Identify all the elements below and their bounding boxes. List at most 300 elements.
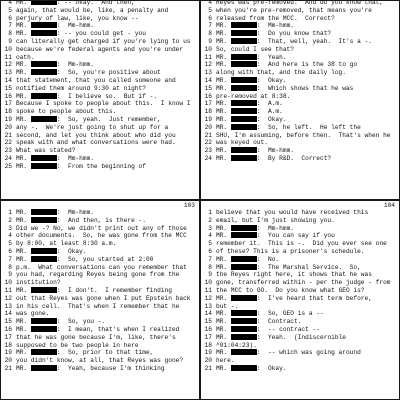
- transcript-line: [1, 225, 199, 233]
- speech-text: because we're federal agents and you're under: [16, 45, 184, 53]
- redaction-bar: [31, 248, 57, 254]
- transcript-line: [201, 85, 399, 93]
- line-text: [216, 318, 398, 326]
- transcript-line: [1, 22, 199, 30]
- speaker-prefix: MR.: [216, 37, 228, 45]
- redaction-bar: [231, 77, 257, 83]
- line-text: [16, 334, 198, 342]
- line-number: 5: [8, 6, 12, 14]
- line-text: [216, 256, 398, 264]
- transcript-line: [201, 334, 399, 342]
- speech-text: : By R&D. Correct?: [256, 154, 332, 162]
- speaker-prefix: MR.: [216, 76, 228, 84]
- redaction-bar: [231, 310, 257, 316]
- speech-text: What was stated?: [16, 147, 76, 155]
- redaction-bar: [31, 326, 57, 332]
- line-number: 3: [8, 224, 12, 232]
- transcript-line: [1, 295, 199, 303]
- line-number: 7: [208, 255, 212, 263]
- line-number: 4: [208, 232, 212, 240]
- line-number: 16: [204, 325, 212, 333]
- line-text: [16, 38, 198, 46]
- line-text: [216, 295, 398, 303]
- line-text: [216, 100, 398, 108]
- line-text: [216, 0, 398, 7]
- speech-text: the Reyes right here, it shows that he was: [216, 271, 372, 279]
- transcript-line: [201, 232, 399, 240]
- redaction-bar: [31, 163, 57, 169]
- speech-text: : Mm-hmm.: [56, 154, 94, 162]
- transcript-line: [201, 155, 399, 163]
- speech-text: you had, regarding Reyes being gone from the: [16, 271, 180, 279]
- line-number: 5: [8, 240, 12, 248]
- transcript-line: [1, 69, 199, 77]
- speech-text: So, could I see that?: [216, 45, 294, 53]
- transcript-line: [201, 256, 399, 264]
- speech-text: pre-removed at 8:38.: [216, 92, 291, 100]
- speech-text: : I don't. I remember finding: [56, 286, 172, 294]
- line-text: [16, 132, 198, 140]
- transcript-line: [1, 349, 199, 357]
- line-number: 20: [204, 357, 212, 365]
- line-number: 11: [4, 286, 12, 294]
- redaction-bar: [31, 69, 57, 75]
- transcript-line: [1, 310, 199, 318]
- speech-text: : -- which was going around: [256, 349, 361, 357]
- line-text: [216, 365, 398, 373]
- speaker-prefix: MR.: [16, 61, 28, 69]
- line-number: 18: [4, 108, 12, 116]
- line-text: [216, 30, 398, 38]
- speech-text: oath.: [16, 53, 35, 61]
- transcript-line: [201, 318, 399, 326]
- line-text: [216, 147, 398, 155]
- speaker-prefix: MR.: [16, 209, 28, 216]
- speaker-prefix: MR.: [16, 154, 28, 162]
- line-number: 2: [8, 216, 12, 224]
- speech-text: can literally get charged if you're lying to us: [16, 37, 191, 45]
- transcript-line: [1, 256, 199, 264]
- redaction-bar: [231, 61, 257, 67]
- transcript-page-104: [200, 200, 400, 400]
- redaction-bar: [231, 326, 257, 332]
- speech-text: : Yeah, because I'm thinking: [56, 364, 165, 372]
- speech-text: : From the beginning of: [56, 162, 146, 170]
- speech-text: you didn't know, at all, that Reyes was gone?: [16, 357, 184, 365]
- speaker-prefix: MR.: [16, 286, 28, 294]
- line-text: [216, 326, 398, 334]
- line-text: [216, 342, 398, 350]
- speech-text: : I've heard that term before,: [256, 294, 372, 302]
- transcript-line: [201, 295, 399, 303]
- line-number: 14: [204, 310, 212, 318]
- speech-text: : So, GEO is a --: [256, 310, 324, 318]
- transcript-line: [201, 116, 399, 124]
- speaker-prefix: MR.: [216, 232, 228, 240]
- transcript-line: [1, 0, 199, 7]
- transcript-line: [201, 342, 399, 350]
- redaction-bar: [31, 287, 57, 293]
- transcript-line: [1, 15, 199, 23]
- speech-text: but -.: [216, 302, 239, 310]
- line-number: 5: [208, 6, 212, 14]
- line-number: 15: [204, 318, 212, 326]
- redaction-bar: [31, 22, 57, 28]
- transcript-line: [201, 15, 399, 23]
- transcript-line: [201, 22, 399, 30]
- speech-text: any -. We're just going to shut up for a: [16, 123, 169, 131]
- line-number: 23: [4, 147, 12, 155]
- line-number: 5: [208, 240, 212, 248]
- line-number: 17: [204, 333, 212, 341]
- line-text: [16, 240, 198, 248]
- line-number: 21: [204, 131, 212, 139]
- transcript-line: [201, 69, 399, 77]
- transcript-line: [201, 225, 399, 233]
- line-text: [216, 225, 398, 233]
- line-number: 2: [208, 216, 212, 224]
- speech-text: email, but I'm just showing you.: [216, 216, 335, 224]
- line-number: 9: [8, 37, 12, 45]
- line-text: [216, 155, 398, 163]
- speaker-prefix: MR.: [216, 224, 228, 232]
- page-number: 103: [183, 202, 195, 209]
- line-text: [216, 310, 398, 318]
- speech-text: : That, well, yeah. It's a -.: [256, 37, 372, 45]
- line-number: 15: [4, 84, 12, 92]
- line-text: [16, 108, 198, 116]
- speech-text: believe that you would have received this: [216, 209, 369, 216]
- redaction-bar: [231, 318, 257, 324]
- speech-text: : So, you're positive about: [56, 69, 161, 77]
- speech-text: : A.m.: [256, 108, 283, 116]
- speech-text: : Contract.: [256, 318, 302, 326]
- line-text: [216, 69, 398, 77]
- line-text: [16, 318, 198, 326]
- speech-text: : Okay.: [256, 364, 287, 372]
- line-number: 25: [4, 162, 12, 170]
- transcript-line: [201, 240, 399, 248]
- transcript-line: [1, 271, 199, 279]
- transcript-line: [201, 124, 399, 132]
- speech-text: in his cell. That's when I remember that he: [16, 302, 180, 310]
- line-number: 18: [204, 108, 212, 116]
- line-text: [16, 326, 198, 334]
- transcript-line: [201, 46, 399, 54]
- line-text: [216, 38, 398, 46]
- transcript-lines: [1, 0, 199, 171]
- speech-text: out that Reyes was gone when I put Epstein back: [16, 294, 191, 302]
- line-text: [16, 77, 198, 85]
- speech-text: the MCC to GO. Do you know what GEO is?: [216, 286, 365, 294]
- line-number: 19: [204, 349, 212, 357]
- line-text: [216, 46, 398, 54]
- line-number: 24: [4, 154, 12, 162]
- speech-text: : Mm-hmm.: [256, 224, 294, 232]
- speech-text: p.m. What conversations can you remember that: [16, 263, 187, 271]
- line-number: 1: [8, 209, 12, 216]
- speaker-prefix: MR.: [216, 349, 228, 357]
- line-text: [216, 303, 398, 311]
- speech-text: here.: [216, 357, 235, 365]
- line-text: [216, 357, 398, 365]
- line-text: [216, 93, 398, 101]
- line-text: [16, 256, 198, 264]
- line-text: [16, 93, 198, 101]
- transcript-line: [1, 365, 199, 373]
- speech-text: that statement, that you called someone and: [16, 76, 176, 84]
- speaker-prefix: MR.: [216, 123, 228, 131]
- transcript-line: [201, 0, 399, 7]
- transcript-line: [1, 46, 199, 54]
- line-text: [16, 303, 198, 311]
- transcript-line: [1, 217, 199, 225]
- line-number: 6: [8, 14, 12, 22]
- transcript-line: [1, 132, 199, 140]
- speaker-prefix: MR.: [216, 255, 228, 263]
- transcript-line: [201, 287, 399, 295]
- speaker-prefix: MR.: [16, 247, 28, 255]
- line-text: [16, 295, 198, 303]
- line-text: [16, 342, 198, 350]
- speech-text: : Mm-hmm.: [56, 209, 94, 216]
- line-number: 13: [4, 69, 12, 77]
- redaction-bar: [31, 349, 57, 355]
- line-text: [216, 279, 398, 287]
- line-number: 13: [4, 302, 12, 310]
- line-number: 18: [204, 341, 212, 349]
- transcript-line: [201, 139, 399, 147]
- line-text: [216, 85, 398, 93]
- redaction-bar: [231, 295, 257, 301]
- redaction-bar: [231, 232, 257, 238]
- speaker-prefix: MR.: [216, 115, 228, 123]
- line-number: 16: [4, 325, 12, 333]
- speaker-prefix: MR.: [16, 364, 28, 372]
- line-text: [16, 69, 198, 77]
- line-number: 19: [4, 349, 12, 357]
- line-number: 8: [208, 30, 212, 38]
- speaker-prefix: MR.: [216, 84, 228, 92]
- line-number: 9: [8, 271, 12, 279]
- speech-text: along with that, and the daily log.: [216, 69, 346, 77]
- line-text: [16, 61, 198, 69]
- transcript-line: [201, 100, 399, 108]
- line-number: 20: [4, 123, 12, 131]
- speaker-prefix: MR.: [216, 154, 228, 162]
- line-number: 17: [204, 100, 212, 108]
- transcript-line: [1, 318, 199, 326]
- line-number: 14: [4, 76, 12, 84]
- line-text: [16, 209, 198, 217]
- transcript-line: [201, 349, 399, 357]
- speech-text: speak with and what conversations were had.: [16, 139, 176, 147]
- speaker-prefix: MR.: [16, 255, 28, 263]
- line-text: [16, 163, 198, 171]
- transcript-line: [201, 132, 399, 140]
- speech-text: institution?: [16, 279, 61, 287]
- transcript-line: [1, 163, 199, 171]
- line-text: [16, 365, 198, 373]
- line-number: 3: [208, 224, 212, 232]
- transcript-line: [201, 93, 399, 101]
- transcript-line: [201, 365, 399, 373]
- line-text: [216, 248, 398, 256]
- redaction-bar: [31, 217, 57, 223]
- transcript-line: [1, 77, 199, 85]
- line-number: 6: [208, 247, 212, 255]
- speech-text: : Mm-hmm.: [256, 147, 294, 155]
- line-number: 18: [4, 341, 12, 349]
- speech-text: : Okay.: [256, 76, 287, 84]
- speech-text: gone, transferred within - per the judge - from: [216, 279, 391, 287]
- line-text: [216, 61, 398, 69]
- redaction-bar: [231, 256, 257, 262]
- line-number: 4: [8, 0, 12, 6]
- line-text: [216, 108, 398, 116]
- line-number: 17: [4, 333, 12, 341]
- line-number: 13: [204, 302, 212, 310]
- speech-text: that he was gone because I'm, like, there's: [16, 333, 176, 341]
- speaker-prefix: MR.: [16, 349, 28, 357]
- transcript-line: [201, 326, 399, 334]
- line-number: 14: [4, 310, 12, 318]
- transcript-line: [1, 108, 199, 116]
- redaction-bar: [31, 318, 57, 324]
- line-text: [216, 209, 398, 217]
- redaction-bar: [31, 30, 57, 36]
- line-number: 20: [4, 357, 12, 365]
- speaker-prefix: MR.: [216, 310, 228, 318]
- speaker-prefix: MR.: [16, 318, 28, 326]
- line-text: [216, 22, 398, 30]
- transcript-line: [1, 232, 199, 240]
- transcript-line: [1, 116, 199, 124]
- speaker-prefix: MR.: [16, 22, 28, 30]
- redaction-bar: [31, 365, 57, 371]
- line-text: [16, 225, 198, 233]
- line-text: [16, 7, 198, 15]
- transcript-line: [1, 240, 199, 248]
- redaction-bar: [231, 225, 257, 231]
- line-text: [16, 232, 198, 240]
- redaction-bar: [231, 349, 257, 355]
- speech-text: : And here is the 38 to go: [256, 61, 358, 69]
- line-text: [16, 85, 198, 93]
- speech-text: : Mm-hmm.: [256, 22, 294, 30]
- speaker-prefix: MR.: [216, 61, 228, 69]
- speech-text: : And then, is there -.: [56, 216, 146, 224]
- speech-text: ^01:04:23).: [216, 341, 257, 349]
- line-number: 7: [8, 255, 12, 263]
- line-number: 21: [4, 131, 12, 139]
- transcript-lines: [201, 0, 399, 163]
- speech-text: : You can say if you: [256, 232, 335, 240]
- redaction-bar: [231, 147, 257, 153]
- speaker-prefix: MR.: [16, 69, 28, 77]
- transcript-lines: [201, 209, 399, 373]
- speech-text: : So, yeah. Just remember,: [56, 115, 161, 123]
- line-number: 19: [4, 115, 12, 123]
- speech-text: : -- you could get - you: [56, 30, 146, 38]
- transcript-line: [1, 139, 199, 147]
- speech-text: : So, you -.: [56, 318, 106, 326]
- line-number: 6: [8, 247, 12, 255]
- line-text: [216, 124, 398, 132]
- line-number: 12: [4, 294, 12, 302]
- line-number: 11: [4, 53, 12, 61]
- speech-text: notified them around 9:30 at night?: [16, 84, 146, 92]
- redaction-bar: [31, 155, 57, 161]
- line-number: 10: [4, 279, 12, 287]
- transcript-line: [1, 54, 199, 62]
- speech-text: supposed to be two people in here: [16, 341, 139, 349]
- transcript-line: [1, 100, 199, 108]
- speaker-prefix: MR.: [216, 364, 228, 372]
- transcript-line: [1, 30, 199, 38]
- line-text: [16, 54, 198, 62]
- line-text: [216, 334, 398, 342]
- speaker-prefix: MR.: [216, 294, 228, 302]
- line-text: [16, 15, 198, 23]
- speaker-prefix: MR.: [216, 263, 228, 271]
- transcript-line: [1, 279, 199, 287]
- line-number: 11: [204, 286, 212, 294]
- line-text: [16, 248, 198, 256]
- transcript-line: [201, 279, 399, 287]
- transcript-line: [201, 217, 399, 225]
- redaction-bar: [231, 264, 257, 270]
- line-number: 21: [204, 364, 212, 372]
- line-number: 14: [204, 76, 212, 84]
- line-text: [16, 264, 198, 272]
- speech-text: : Do you know that?: [256, 30, 332, 38]
- line-text: [216, 240, 398, 248]
- line-text: [16, 310, 198, 318]
- speech-text: : No.: [256, 255, 280, 263]
- line-number: 7: [8, 22, 12, 30]
- redaction-bar: [31, 209, 57, 215]
- speech-text: : A.m.: [256, 100, 283, 108]
- line-number: 16: [204, 92, 212, 100]
- page-number: 104: [383, 202, 395, 209]
- speech-text: when you're pre-removed, that means you're: [216, 6, 372, 14]
- line-text: [16, 357, 198, 365]
- line-number: 21: [4, 364, 12, 372]
- speech-text: : Okay.: [256, 115, 287, 123]
- speech-text: was gone.: [16, 310, 50, 318]
- line-number: 22: [4, 139, 12, 147]
- line-text: [216, 349, 398, 357]
- transcript-page-top-left: [0, 0, 200, 200]
- speech-text: spoke to people about this.: [16, 108, 117, 116]
- speaker-prefix: MR.: [16, 30, 28, 38]
- line-number: 12: [4, 61, 12, 69]
- line-number: 20: [204, 123, 212, 131]
- line-number: 10: [204, 45, 212, 53]
- line-number: 17: [4, 100, 12, 108]
- speech-text: second, and let you think about who did you: [16, 131, 176, 139]
- transcript-line: [1, 147, 199, 155]
- redaction-bar: [231, 116, 257, 122]
- transcript-line: [201, 7, 399, 15]
- speech-text: : So, prior to that time,: [56, 349, 154, 357]
- speaker-prefix: MR.: [216, 318, 228, 326]
- speech-text: other documents. So, he was gone from the MCC: [16, 232, 187, 240]
- redaction-bar: [231, 38, 257, 44]
- speech-text: Because I spoke to people about this. I know I: [16, 100, 191, 108]
- line-text: [16, 271, 198, 279]
